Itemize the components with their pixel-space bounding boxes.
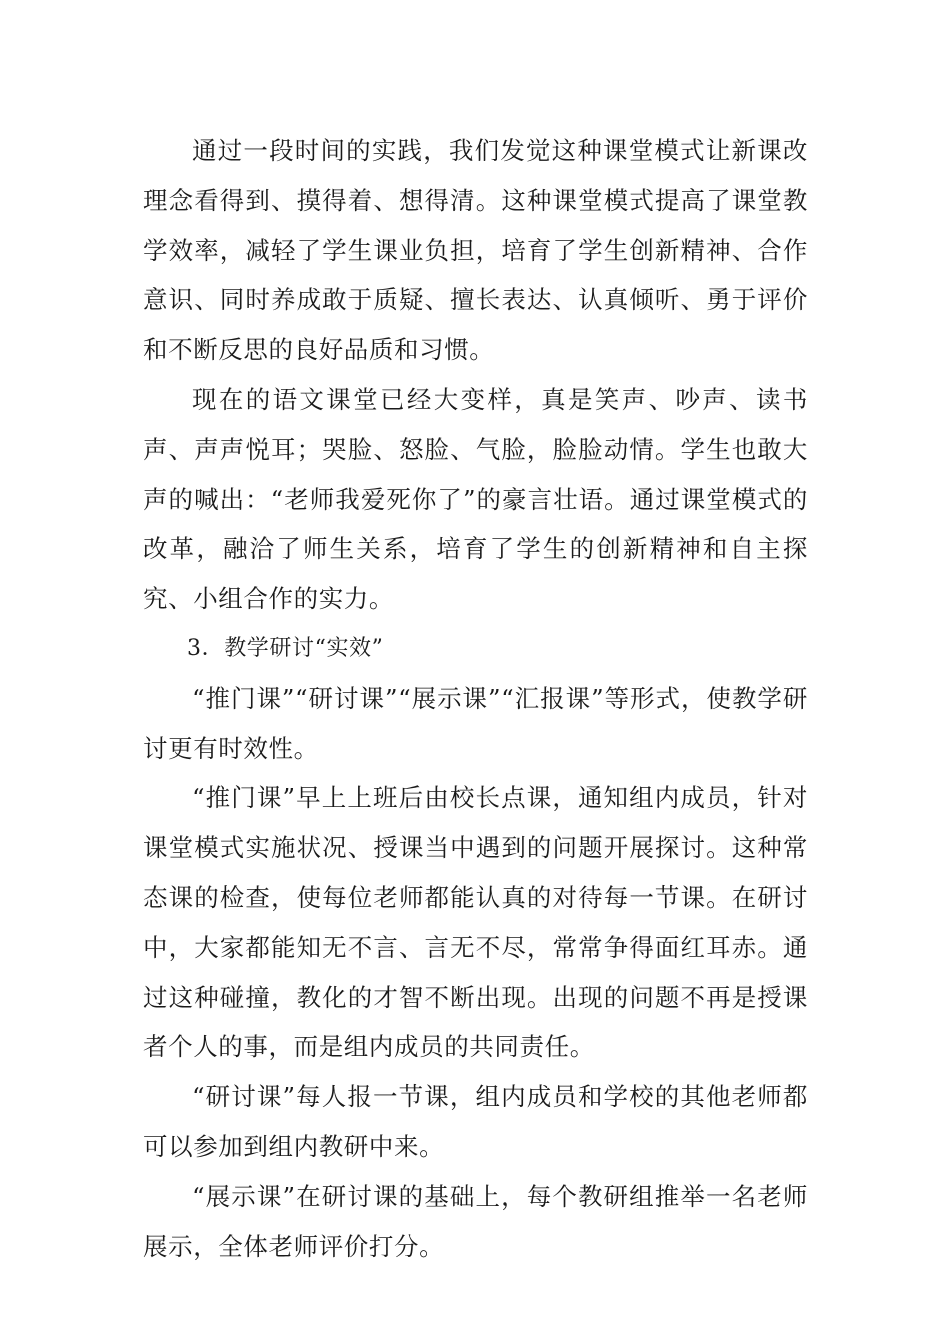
document-body — [143, 126, 808, 1271]
paragraph-push-door-class: “推门课”早上上班后由校长点课，通知组内成员，针对课堂模式实施状况、授课当中遇到的问题开展探讨。这种常态课的检查，使每位老师都能认真的对待每一节课。在研讨中，大家都能知无不言、言无不尽，常常争得面红耳赤。通过这种碰撞，教化的才智不断出现。出现的问题不再是授课者个人的事，而是组内成员的共同责任。 — [143, 783, 808, 1062]
paragraph-showcase-class: “展示课”在研讨课的基础上，每个教研组推举一名老师展示，全体老师评价打分。 — [143, 1181, 808, 1261]
paragraph-research-class: “研讨课”每人报一节课，组内成员和学校的其他老师都可以参加到组内教研中来。 — [143, 1082, 808, 1161]
paragraph-chinese-classroom: 现在的语文课堂已经大变样，真是笑声、吵声、读书声、声声悦耳；哭脸、怒脸、气脸，脸脸动情。学生也敢大声的喊出：“老师我爱死你了”的豪言壮语。通过课堂模式的改革，融洽了师生关系，培育了学生的创新精神和自主探究、小组合作的实力。 — [143, 384, 808, 614]
section-heading-teaching-research: 3．教学研讨“实效” — [187, 635, 384, 661]
paragraph-practice-results: 通过一段时间的实践，我们发觉这种课堂模式让新课改理念看得到、摸得着、想得清。这种课堂模式提高了课堂教学效率，减轻了学生课业负担，培育了学生创新精神、合作意识、同时养成敢于质疑、擅长表达、认真倾听、勇于评价和不断反思的良好品质和习惯。 — [143, 136, 808, 365]
paragraph-research-forms: “推门课”“研讨课”“展示课”“汇报课”等形式，使教学研讨更有时效性。 — [143, 683, 808, 763]
